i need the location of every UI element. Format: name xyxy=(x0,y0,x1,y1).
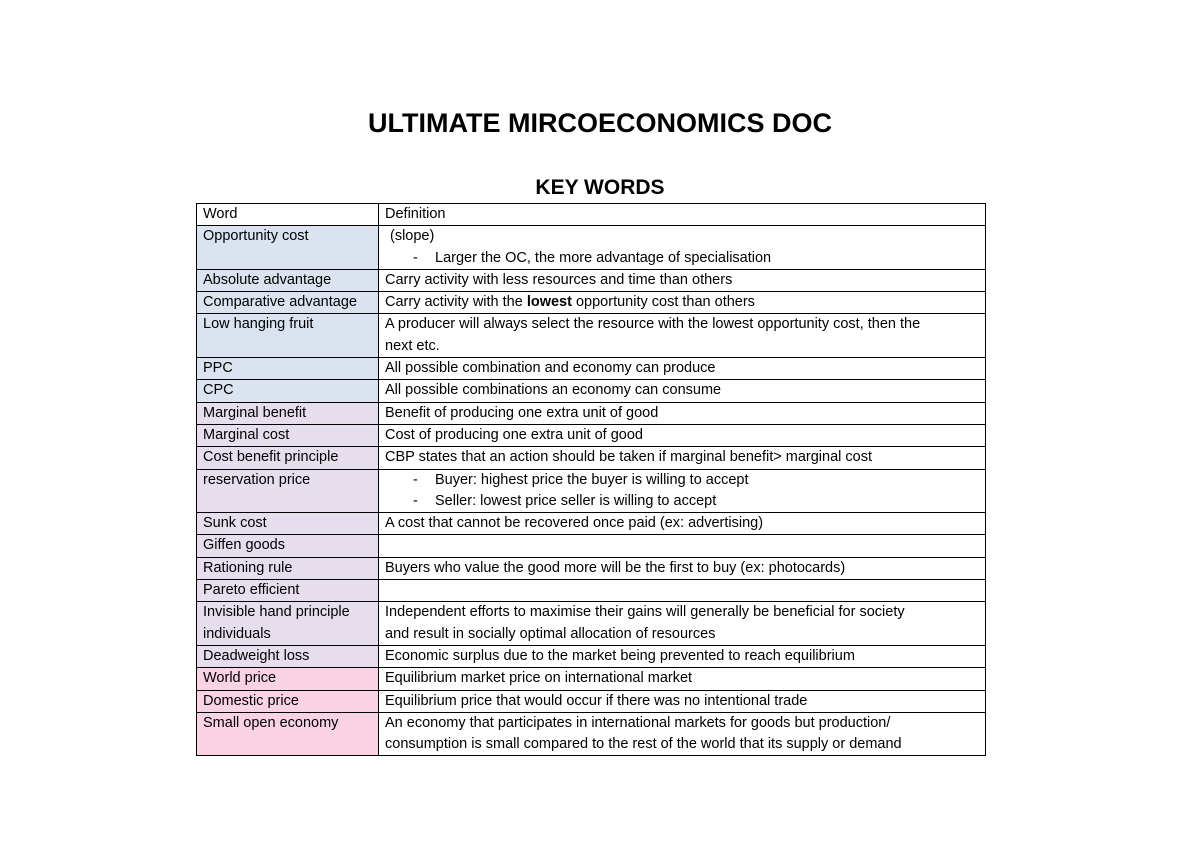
definition-text xyxy=(385,580,979,601)
term-cell xyxy=(197,424,379,446)
table-row xyxy=(197,226,986,270)
definition-cell xyxy=(379,447,986,469)
definition-text: Buyers who value the good more will be the first to buy (ex: photocards) xyxy=(385,559,846,576)
term-text: Deadweight loss xyxy=(203,647,310,664)
definition-text: Equilibrium market price on international market xyxy=(385,670,693,687)
bullet-text: Seller: lowest price seller is willing to accept xyxy=(435,492,717,509)
table-row xyxy=(197,668,986,690)
term-text: Cost benefit principle xyxy=(203,449,339,466)
term-cell xyxy=(197,292,379,314)
definition-cell xyxy=(379,226,986,270)
definition-cell xyxy=(379,314,986,358)
definition-fragment: lowest xyxy=(526,294,572,311)
bullet-dash: - xyxy=(413,492,418,509)
table-row xyxy=(197,513,986,535)
definition-text: next etc. xyxy=(385,337,440,354)
definition-fragment: Carry activity with the xyxy=(385,294,527,311)
table-row xyxy=(197,314,986,358)
term-text: World price xyxy=(203,670,277,687)
definition-text: All possible combinations an economy can consume xyxy=(385,382,722,399)
definition-text xyxy=(385,292,979,313)
bullet-dash: - xyxy=(413,249,418,266)
definition-cell xyxy=(379,645,986,667)
table-row xyxy=(197,358,986,380)
definition-fragment: opportunity cost than others xyxy=(571,294,755,311)
table-row xyxy=(197,602,986,646)
term-cell xyxy=(197,402,379,424)
definition-text: Economic surplus due to the market being prevented to reach equilibrium xyxy=(385,647,855,664)
table-row xyxy=(197,292,986,314)
term-cell xyxy=(197,226,379,270)
definition-text: Cost of producing one extra unit of good xyxy=(385,426,643,443)
definition-cell xyxy=(379,602,986,646)
term-text: Marginal cost xyxy=(203,426,290,443)
term-text: Domestic price xyxy=(203,692,299,709)
term-text: Small open economy xyxy=(203,714,339,731)
table-row xyxy=(197,535,986,557)
definition-text: (slope) xyxy=(390,228,435,245)
definition-cell xyxy=(379,580,986,602)
term-cell xyxy=(197,314,379,358)
definition-cell xyxy=(379,424,986,446)
bullet-item xyxy=(385,248,979,269)
term-cell xyxy=(197,712,379,756)
table-row xyxy=(197,447,986,469)
term-text: Opportunity cost xyxy=(203,228,309,245)
definition-text: A cost that cannot be recovered once paid (ex: advertising) xyxy=(385,515,764,532)
term-cell xyxy=(197,358,379,380)
bullet-text: Buyer: highest price the buyer is willing to accept xyxy=(435,471,749,488)
definition-text: Independent efforts to maximise their gains will generally be beneficial for society xyxy=(385,604,905,621)
definition-text: A producer will always select the resource with the lowest opportunity cost, then the xyxy=(385,316,921,333)
term-cell xyxy=(197,557,379,579)
definition-cell xyxy=(379,668,986,690)
definition-cell xyxy=(379,535,986,557)
definition-text xyxy=(385,535,979,556)
term-cell xyxy=(197,668,379,690)
definition-text: CBP states that an action should be taken if marginal benefit> marginal cost xyxy=(385,449,872,466)
definition-cell xyxy=(379,402,986,424)
key-words-table xyxy=(196,203,986,756)
term-text: Sunk cost xyxy=(203,515,267,532)
term-cell xyxy=(197,580,379,602)
table-row xyxy=(197,645,986,667)
table-row xyxy=(197,402,986,424)
bullet-dash: - xyxy=(413,471,418,488)
table-row xyxy=(197,712,986,756)
term-text: Comparative advantage xyxy=(203,294,357,311)
table-row xyxy=(197,380,986,402)
definition-cell xyxy=(379,469,986,513)
definition-cell xyxy=(379,712,986,756)
term-text: Absolute advantage xyxy=(203,271,332,288)
table-header-row xyxy=(197,204,986,226)
header-word: Word xyxy=(197,204,379,226)
definition-cell xyxy=(379,269,986,291)
definition-cell xyxy=(379,690,986,712)
definition-cell xyxy=(379,358,986,380)
term-text: Marginal benefit xyxy=(203,404,307,421)
header-definition: Definition xyxy=(379,204,986,226)
definition-text: consumption is small compared to the rest of the world that its supply or demand xyxy=(385,736,902,753)
definition-text: and result in socially optimal allocation of resources xyxy=(385,625,716,642)
term-cell xyxy=(197,380,379,402)
term-text: CPC xyxy=(203,382,234,399)
definition-cell xyxy=(379,292,986,314)
table-row xyxy=(197,557,986,579)
term-text: Giffen goods xyxy=(203,537,285,554)
term-text: individuals xyxy=(203,625,271,642)
term-cell xyxy=(197,645,379,667)
table-row xyxy=(197,424,986,446)
table-row xyxy=(197,690,986,712)
term-cell xyxy=(197,269,379,291)
bullet-item xyxy=(385,470,979,491)
term-cell xyxy=(197,469,379,513)
definition-text: An economy that participates in international markets for goods but production/ xyxy=(385,714,891,731)
term-cell xyxy=(197,535,379,557)
definition-cell xyxy=(379,557,986,579)
bullet-text: Larger the OC, the more advantage of specialisation xyxy=(435,249,772,266)
term-text: Low hanging fruit xyxy=(203,316,314,333)
definition-text: Carry activity with less resources and time than others xyxy=(385,271,733,288)
definition-text: All possible combination and economy can produce xyxy=(385,360,716,377)
document-title: ULTIMATE MIRCOECONOMICS DOC xyxy=(368,108,832,138)
definition-cell xyxy=(379,513,986,535)
term-text: Invisible hand principle xyxy=(203,604,350,621)
term-cell xyxy=(197,690,379,712)
term-cell xyxy=(197,447,379,469)
table-row xyxy=(197,269,986,291)
table-row xyxy=(197,580,986,602)
term-cell xyxy=(197,602,379,646)
definition-text: Benefit of producing one extra unit of good xyxy=(385,404,659,421)
section-title: KEY WORDS xyxy=(535,176,665,199)
definition-text: Equilibrium price that would occur if there was no intentional trade xyxy=(385,692,808,709)
term-text: reservation price xyxy=(203,471,311,488)
definition-cell xyxy=(379,380,986,402)
term-cell xyxy=(197,513,379,535)
term-text: Rationing rule xyxy=(203,559,293,576)
bullet-item xyxy=(385,491,979,512)
term-text: PPC xyxy=(203,360,233,377)
term-text: Pareto efficient xyxy=(203,582,300,599)
table-row xyxy=(197,469,986,513)
